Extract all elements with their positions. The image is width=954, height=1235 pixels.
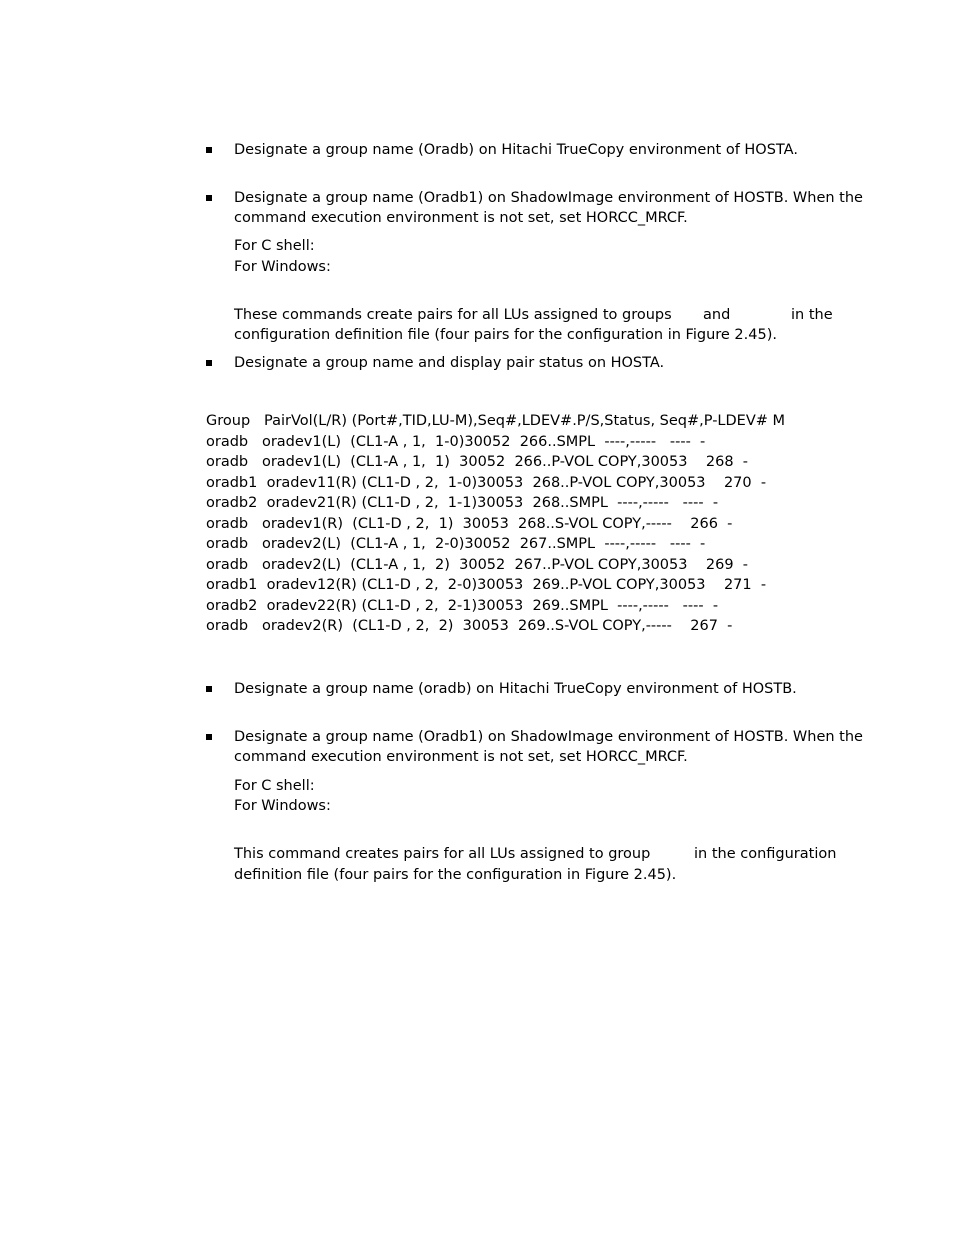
create-pair-text-b: in the configuration	[694, 846, 837, 862]
bullet-marker	[206, 360, 212, 366]
create-pair-line2: definition file (four pairs for the configuration in Figure 2.45).	[234, 867, 677, 883]
windows-label: For Windows:	[234, 259, 331, 275]
pair-status-row: oradb2 oradev21(R) (CL1-D , 2, 1-1)30053 268..SMPL ----,----- ---- -	[206, 495, 719, 511]
step-shadowimage-hostb-2-line1: Designate a group name (Oradb1) on ShadowImage environment of HOSTB. When the	[234, 729, 863, 745]
bullet-marker	[206, 147, 212, 153]
create-pairs-text-a: These commands create pairs for all LUs assigned to groups	[234, 307, 672, 323]
create-pairs-text-inthe: in the	[791, 307, 833, 323]
bullet-marker	[206, 195, 212, 201]
bullet-marker	[206, 734, 212, 740]
step-shadowimage-hostb-line2: command execution environment is not set, set HORCC_MRCF.	[234, 210, 688, 226]
create-pairs-line2: configuration definition file (four pairs for the configuration in Figure 2.45).	[234, 327, 777, 343]
bullet-marker	[206, 686, 212, 692]
pair-status-row: oradb1 oradev11(R) (CL1-D , 2, 1-0)30053 268..P-VOL COPY,30053 270 -	[206, 474, 767, 491]
create-pair-text-a: This command creates pairs for all LUs assigned to group	[234, 846, 651, 862]
pair-status-header: Group PairVol(L/R) (Port#,TID,LU-M),Seq#,LDEV#.P/S,Status, Seq#,P-LDEV# M	[206, 413, 786, 429]
pair-status-row: oradb oradev2(L) (CL1-A , 1, 2-0)30052 267..SMPL ----,----- ---- -	[206, 536, 706, 552]
pair-status-row: oradb oradev1(R) (CL1-D , 2, 1) 30053 268..S-VOL COPY,----- 266 -	[206, 515, 733, 532]
pair-status-row: oradb oradev2(L) (CL1-A , 1, 2) 30052 267..P-VOL COPY,30053 269 -	[206, 556, 749, 573]
step-truecopy-hostb: Designate a group name (oradb) on Hitachi TrueCopy environment of HOSTB.	[234, 681, 797, 697]
windows-label-2: For Windows:	[234, 798, 331, 814]
pair-status-row: oradb oradev1(L) (CL1-A , 1, 1) 30052 266..P-VOL COPY,30053 268 -	[206, 454, 749, 470]
step-shadowimage-hostb-line1: Designate a group name (Oradb1) on ShadowImage environment of HOSTB. When the	[234, 190, 863, 206]
c-shell-label: For C shell:	[234, 238, 315, 254]
step-shadowimage-hostb-2-line2: command execution environment is not set, set HORCC_MRCF.	[234, 749, 688, 765]
pair-status-row: oradb1 oradev12(R) (CL1-D , 2, 2-0)30053 269..P-VOL COPY,30053 271 -	[206, 577, 767, 593]
pair-status-row: oradb oradev2(R) (CL1-D , 2, 2) 30053 269..S-VOL COPY,----- 267 -	[206, 618, 733, 634]
pair-status-output	[206, 411, 826, 637]
pair-status-row: oradb oradev1(L) (CL1-A , 1, 1-0)30052 266..SMPL ----,----- ---- -	[206, 433, 706, 450]
step-truecopy-hosta: Designate a group name (Oradb) on Hitachi TrueCopy environment of HOSTA.	[234, 142, 798, 158]
c-shell-label-2: For C shell:	[234, 778, 315, 794]
pair-status-row: oradb2 oradev22(R) (CL1-D , 2, 2-1)30053 269..SMPL ----,----- ---- -	[206, 597, 719, 614]
step-display-pair-status: Designate a group name and display pair status on HOSTA.	[234, 355, 665, 371]
create-pairs-text-and: and	[703, 307, 731, 323]
